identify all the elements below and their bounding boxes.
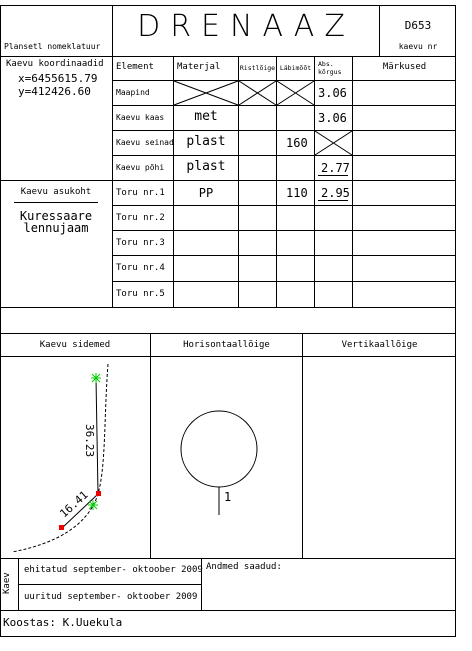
- section-horizontal-title: Horisontaallõige: [183, 340, 270, 350]
- footer-side-label: Kaev: [2, 572, 12, 594]
- row-element: Kaevu põhi: [116, 163, 165, 172]
- row-material: PP: [198, 186, 214, 200]
- row-element: Toru nr.2: [116, 213, 165, 223]
- well-number-label: kaevu nr: [398, 42, 438, 51]
- author-line: Koostas: K.Uuekula: [3, 616, 123, 629]
- row-element: Maapind: [116, 88, 150, 97]
- row-element: Toru nr.3: [116, 238, 165, 248]
- col-header-notes: Märkused: [382, 62, 427, 72]
- built-date: ehitatud september- oktoober 2009: [24, 565, 203, 575]
- row-element: Kaevu kaas: [116, 113, 165, 122]
- row-material: plast: [186, 159, 226, 174]
- nomenclature-label: Plansetl nomeklatuur: [4, 42, 101, 51]
- section-vertical-title: Vertikaallõige: [341, 340, 418, 350]
- row-height: 3.06: [318, 111, 347, 125]
- dimension-label-2: 16.41: [57, 488, 91, 521]
- row-material: plast: [186, 134, 226, 149]
- coordinate-y: y=412426.60: [18, 85, 91, 98]
- col-header-cross: Ristlõige: [239, 64, 276, 72]
- section-ties-title: Kaevu sidemed: [39, 340, 111, 350]
- document-title: DRENAAZ: [137, 9, 355, 44]
- ties-sketch: [0, 356, 150, 558]
- row-height: 2.77: [321, 161, 350, 175]
- surveyed-date: uuritud september- oktoober 2009: [24, 592, 198, 602]
- reference-marker: [59, 525, 64, 530]
- row-element: Toru nr.4: [116, 263, 165, 273]
- coordinate-x: x=6455615.79: [18, 72, 98, 85]
- row-element: Toru nr.1: [116, 188, 165, 198]
- well-marker: [96, 491, 101, 496]
- data-source-label: Andmed saadud:: [206, 562, 282, 572]
- pipe-number-label: 1: [224, 490, 232, 504]
- row-height: 3.06: [318, 86, 347, 100]
- horizontal-section-drawing: [151, 356, 302, 558]
- location-line-1: Kuressaare: [19, 209, 93, 223]
- well-number: D653: [404, 19, 432, 32]
- col-header-material: Materjal: [177, 62, 221, 72]
- row-element: Toru nr.5: [116, 289, 165, 299]
- location-line-2: lennujaam: [23, 221, 89, 235]
- col-header-abs-height: Abs. kõrgus: [318, 60, 342, 76]
- coordinates-label: Kaevu koordinaadid: [6, 59, 104, 69]
- location-label: Kaevu asukoht: [20, 187, 92, 197]
- col-header-diameter: Läbimõõt: [279, 64, 312, 72]
- row-diameter: 110: [286, 186, 308, 200]
- row-element: Kaevu seinad: [116, 138, 174, 147]
- dimension-label-1: 36.23: [83, 424, 96, 458]
- row-diameter: 160: [286, 136, 308, 150]
- col-header-element: Element: [116, 62, 154, 72]
- well-circle: [181, 411, 257, 487]
- row-material: met: [194, 109, 218, 124]
- row-height: 2.95: [321, 186, 350, 200]
